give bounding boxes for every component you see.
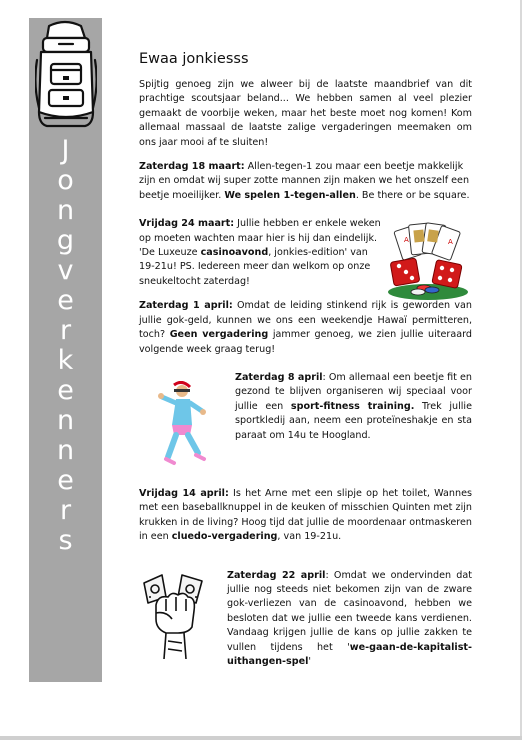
- entry-date: Vrijdag 14 april:: [139, 487, 229, 499]
- entry-paragraph: [139, 299, 472, 357]
- vertical-letter: n: [56, 435, 75, 466]
- vertical-letter: v: [57, 255, 74, 286]
- sidebar-banner: [29, 18, 102, 682]
- vertical-title: [29, 136, 102, 556]
- entry-paragraph: [227, 569, 472, 670]
- entry-text: Omdat de leiding stinkend rijk is geworden van jullie gok-geld, kunnen we ons een weekendje Hawaï permitteren, toch?: [139, 300, 472, 341]
- entry-paragraph: [139, 160, 472, 203]
- entry-date: Zaterdag 8 april: [235, 371, 323, 383]
- entry-text: jammer genoeg, we zien jullie uiteraard volgende week graag terug!: [139, 329, 472, 355]
- entry-highlight: sport-fitness training.: [290, 400, 415, 412]
- svg-text:A: A: [404, 236, 409, 244]
- entry-text: Jullie hebben er enkele weken op moeten wachten maar hier is hij dan eindelijk. 'De Luxeuze: [139, 218, 381, 259]
- entry-paragraph: [139, 217, 383, 289]
- entry-text: ': [308, 656, 312, 667]
- entry-text: : Omdat we ondervinden dat jullie nog steeds niet bekomen zijn van de zware gok-verliezen van de casinoavond, hebben we besloten dat we jullie een tweede kans verdienen. Vandaag krijgen jullie de kans op jullie zakken te vullen tijdens het ': [227, 569, 472, 653]
- vertical-letter: e: [57, 465, 74, 496]
- page-title: Ewaa jonkiesss: [139, 51, 249, 67]
- entry-text: Trek jullie sportkledij aan, neem een proteïneshakje en sta paraat om 14u te Hoogland.: [235, 400, 472, 441]
- vertical-letter: o: [57, 165, 74, 196]
- vertical-letter: s: [58, 525, 73, 556]
- vertical-letter: n: [56, 195, 75, 226]
- entry-highlight: Geen vergadering: [169, 329, 269, 341]
- entry-text: . Be there or be square.: [355, 189, 470, 201]
- vertical-letter: e: [57, 375, 74, 406]
- entry-paragraph: [235, 371, 472, 443]
- entry-highlight: cluedo-vergadering: [171, 531, 278, 543]
- vertical-letter: k: [57, 345, 74, 376]
- entry-date: Zaterdag 22 april: [227, 569, 326, 581]
- entry-highlight: casinoavond: [200, 247, 269, 259]
- vertical-letter: g: [56, 225, 75, 256]
- entry-text: Allen-tegen-1 zou maar een beetje makkelijk zijn en omdat wij super zotte mannen zijn maken we het onszelf een beetje moeilijker.: [139, 161, 470, 201]
- entry-highlight: We spelen 1-tegen-allen: [224, 189, 356, 201]
- vertical-letter: J: [61, 135, 70, 166]
- vertical-letter: r: [59, 495, 72, 526]
- entry-paragraph: [139, 487, 472, 545]
- entry-text: : Om allemaal een beetje fit en gezond te blijven organiseren wij speciaal voor jullie een: [235, 371, 472, 412]
- entry-text: , jonkies-edition' van 19-21u! PS. Iedereen meer dan welkom op onze sneukeltocht zaterdag!: [139, 247, 371, 287]
- intro-paragraph: Spijtig genoeg zijn we alweer bij de laatste maandbrief van dit prachtige scoutsjaar beland... We hebben samen al veel plezier gemaakt de voorbije weken, maar het beste moet nog komen! Kom allemaal massaal de laatste zalige vergaderingen meemaken om ons jaar mooi af te sluiten!: [139, 79, 472, 148]
- entry-date: Zaterdag 18 maart:: [139, 161, 245, 173]
- entry-text: Is het Arne met een slipje op het toilet, Wannes met een baseballknuppel in de keuken of misschien Quinten met zijn krukken in de living? Hoog tijd dat jullie de moordenaar ontmaskeren in een: [139, 487, 472, 543]
- main-content: [139, 50, 472, 679]
- entry-date: Vrijdag 24 maart:: [139, 218, 235, 230]
- vertical-letter: n: [56, 405, 75, 436]
- page-edge-bottom: [0, 736, 522, 740]
- vertical-letter: e: [57, 285, 74, 316]
- backpack-icon: [35, 20, 97, 132]
- entry-highlight: we-gaan-de-kapitalist-uithangen-spel: [227, 641, 472, 667]
- entry-text: , van 19-21u.: [277, 531, 342, 543]
- entry-date: Zaterdag 1 april:: [139, 300, 233, 312]
- svg-text:A: A: [448, 238, 453, 246]
- vertical-letter: r: [59, 315, 72, 346]
